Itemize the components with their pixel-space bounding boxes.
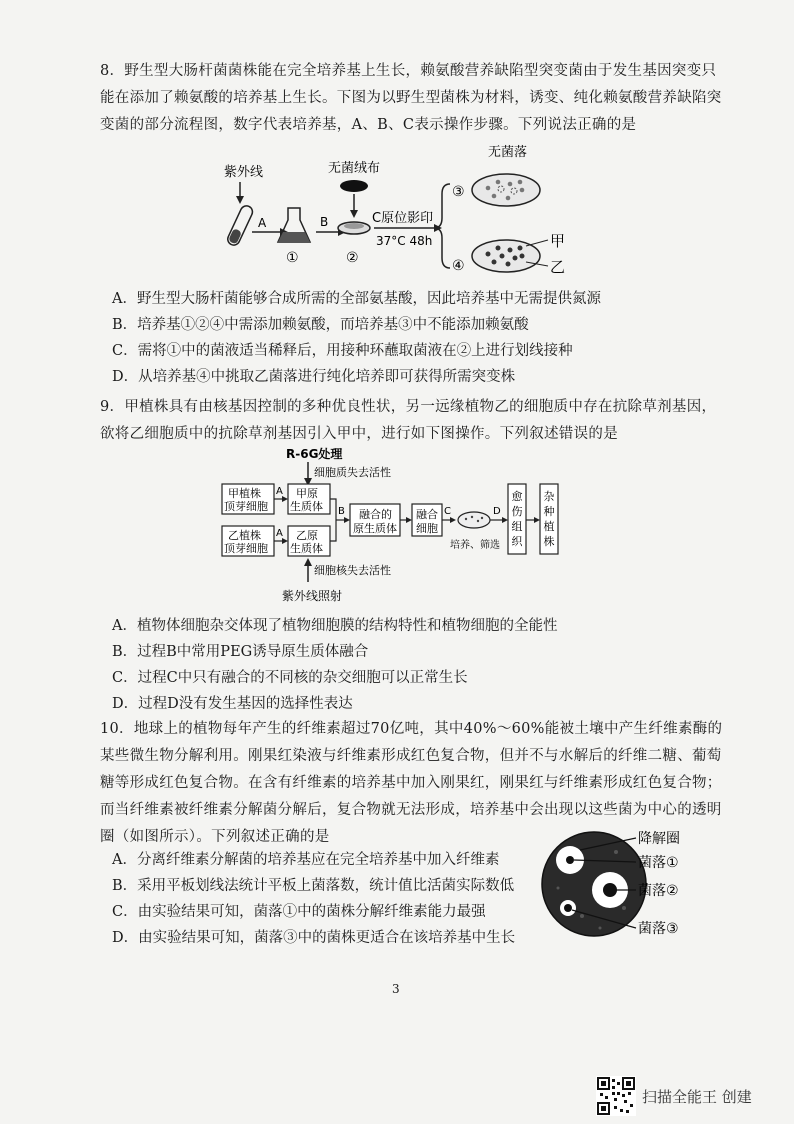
yi-proto-line1: 乙原	[296, 529, 318, 542]
jia-cell-line1: 甲植株	[228, 487, 261, 500]
q10-option-d[interactable]: D．由实验结果可知，菌落③中的菌株更适合在该培养基中生长	[112, 930, 516, 946]
q9-nucleus-inactive: 细胞核失去活性	[314, 564, 391, 577]
vertical-char: 愈	[511, 490, 523, 503]
q10-colony3-label: 菌落③	[638, 921, 679, 937]
pointer-jia	[526, 240, 548, 246]
q9-a-top: A	[276, 486, 283, 497]
fused-cell-line1: 融合	[416, 508, 438, 521]
q10-stem-line: 而当纤维素被纤维素分解菌分解后，复合物就无法形成，培养基中会出现以这些菌为中心的透明	[100, 802, 722, 818]
q9-option-b[interactable]: B．过程B中常用PEG诱导原生质体融合	[112, 644, 369, 660]
q9-c: C	[444, 506, 451, 517]
q9-b: B	[338, 506, 345, 517]
q8-yi-label: 乙	[550, 258, 566, 276]
q9-a-bottom: A	[276, 528, 283, 539]
q8-num-4: ④	[452, 258, 465, 274]
vertical-char: 株	[543, 535, 555, 548]
q8-option-b[interactable]: B．培养基①②④中需添加赖氨酸，而培养基③中不能添加赖氨酸	[112, 317, 529, 333]
flask-icon	[278, 208, 310, 242]
q8-num-1: ①	[286, 250, 299, 266]
uv-arrow-head	[236, 196, 244, 204]
q10-option-a[interactable]: A．分离纤维素分解菌的培养基应在完全培养基中加入纤维素	[112, 852, 500, 868]
yi-proto-line2: 生质体	[290, 542, 323, 555]
q10-halo-label: 降解圈	[638, 831, 680, 847]
scanner-watermark	[596, 1076, 786, 1116]
colony-3-icon	[564, 904, 572, 912]
watermark-text: 扫描全能王 创建	[642, 1088, 752, 1106]
qr-code-icon	[596, 1076, 636, 1116]
q10-colony2-label: 菌落②	[638, 883, 679, 899]
q8-num-2: ②	[346, 250, 359, 266]
vertical-char: 种	[543, 505, 555, 518]
q8-uv-label: 紫外线	[224, 165, 264, 180]
q9-stem-line: 9．甲植株具有由核基因控制的多种优良性状，另一远缘植物乙的细胞质中存在抗除草剂基因，	[100, 399, 717, 415]
vertical-char: 织	[511, 535, 523, 548]
q9-option-a[interactable]: A．植物体细胞杂交体现了植物细胞膜的结构特性和植物细胞的全能性	[112, 618, 558, 634]
q9-option-c[interactable]: C．过程C中只有融合的不同核的杂交细胞可以正常生长	[112, 670, 468, 686]
q10-colony1-label: 菌落①	[638, 855, 679, 871]
q8-condition: 37°C 48h	[376, 234, 433, 248]
q8-step-c: C原位影印	[372, 211, 434, 226]
q10-stem-line: 圈（如图所示）。下列叙述正确的是	[100, 829, 330, 845]
q8-option-a[interactable]: A．野生型大肠杆菌能够合成所需的全部氨基酸，因此培养基中无需提供氮源	[112, 291, 601, 307]
q9-option-d[interactable]: D．过程D没有发生基因的选择性表达	[112, 696, 353, 712]
q9-stem	[100, 394, 717, 448]
fused-cell-line2: 细胞	[416, 522, 438, 535]
q8-option-c[interactable]: C．需将①中的菌液适当稀释后，用接种环蘸取菌液在②上进行划线接种	[112, 343, 573, 359]
q8-num-3: ③	[452, 184, 465, 200]
q10-option-c[interactable]: C．由实验结果可知，菌落①中的菌株分解纤维素能力最强	[112, 904, 486, 920]
q10-stem-line: 10．地球上的植物每年产生的纤维素超过70亿吨，其中40%～60%能被土壤中产生纤维素酶的	[100, 721, 723, 737]
q9-cyto-inactive: 细胞质失去活性	[314, 466, 391, 479]
q8-stem-line: 变菌的部分流程图，数字代表培养基，A、B、C表示操作步骤。下列说法正确的是	[100, 117, 637, 133]
jia-proto-line1: 甲原	[296, 487, 318, 500]
yi-cell-line1: 乙植株	[228, 529, 261, 542]
q10-diagram	[538, 828, 698, 940]
q8-velvet-label: 无菌绒布	[328, 161, 381, 176]
arrow-c-head	[450, 517, 456, 523]
yi-cell-line2: 顶芽细胞	[224, 542, 268, 555]
jia-cell-line2: 顶芽细胞	[224, 500, 268, 513]
arrow-a-top-head	[282, 496, 288, 502]
q8-jia-label: 甲	[550, 232, 566, 250]
q10-stem-line: 糖等形成红色复合物。在含有纤维素的培养基中加入刚果红，刚果红与纤维素形成红色复合物；	[100, 775, 722, 791]
q8-stem-line: 8．野生型大肠杆菌菌株能在完全培养基上生长，赖氨酸营养缺陷型突变菌由于发生基因突变只	[100, 63, 717, 79]
q9-r6g-label: R-6G处理	[286, 447, 343, 461]
arrow-d-head	[502, 517, 508, 523]
colony-1-icon	[566, 856, 574, 864]
vertical-char: 植	[543, 520, 555, 533]
q8-option-d[interactable]: D．从培养基④中挑取乙菌落进行纯化培养即可获得所需突变株	[112, 369, 516, 385]
arrow-a-bottom-head	[282, 538, 288, 544]
arrow-b-head	[344, 517, 350, 523]
arrow-to-cell-head	[406, 517, 412, 523]
jia-proto-line2: 生质体	[290, 500, 323, 513]
q8-stem-line: 能在添加了赖氨酸的培养基上生长。下图为以野生型菌株为材料，诱变、纯化赖氨酸营养缺陷突	[100, 90, 722, 106]
vertical-char: 伤	[511, 505, 523, 518]
merge-bracket	[330, 499, 336, 541]
q10-stem-line: 某些微生物分解利用。刚果红染液与纤维素形成红色复合物，但并不与水解后的纤维二糖、葡萄	[100, 748, 722, 764]
q10-option-b[interactable]: B．采用平板划线法统计平板上菌落数，统计值比活菌实际数低	[112, 878, 515, 894]
q8-stem	[100, 58, 722, 139]
velvet-pad-icon	[340, 180, 368, 192]
vertical-char: 组	[511, 520, 523, 533]
culture-dish-icon	[458, 512, 490, 528]
fused-proto-line2: 原生质体	[353, 522, 397, 535]
q8-diagram	[210, 138, 590, 284]
q8-step-a: A	[258, 216, 267, 230]
arrow-to-hybrid-head	[534, 517, 540, 523]
q8-step-b: B	[320, 215, 329, 229]
uv-up-arrow-head	[304, 558, 312, 566]
q9-culture-label: 培养、筛选	[450, 540, 500, 551]
test-tube-icon	[226, 204, 255, 247]
plate-medium	[344, 223, 364, 229]
q9-d: D	[493, 506, 501, 517]
q9-diagram	[218, 444, 578, 606]
vertical-char: 杂	[543, 490, 555, 503]
colony-2-icon	[603, 883, 617, 897]
q8-no-colony-label: 无菌落	[488, 145, 528, 160]
plate-3-icon	[472, 174, 540, 206]
fused-proto-line1: 融合的	[359, 508, 392, 521]
q9-uv-label: 紫外线照射	[282, 589, 343, 603]
velvet-arrow-head	[350, 210, 358, 218]
q9-stem-line: 欲将乙细胞质中的抗除草剂基因引入甲中，进行如下图操作。下列叙述错误的是	[100, 426, 618, 442]
page-number: 3	[392, 982, 400, 996]
